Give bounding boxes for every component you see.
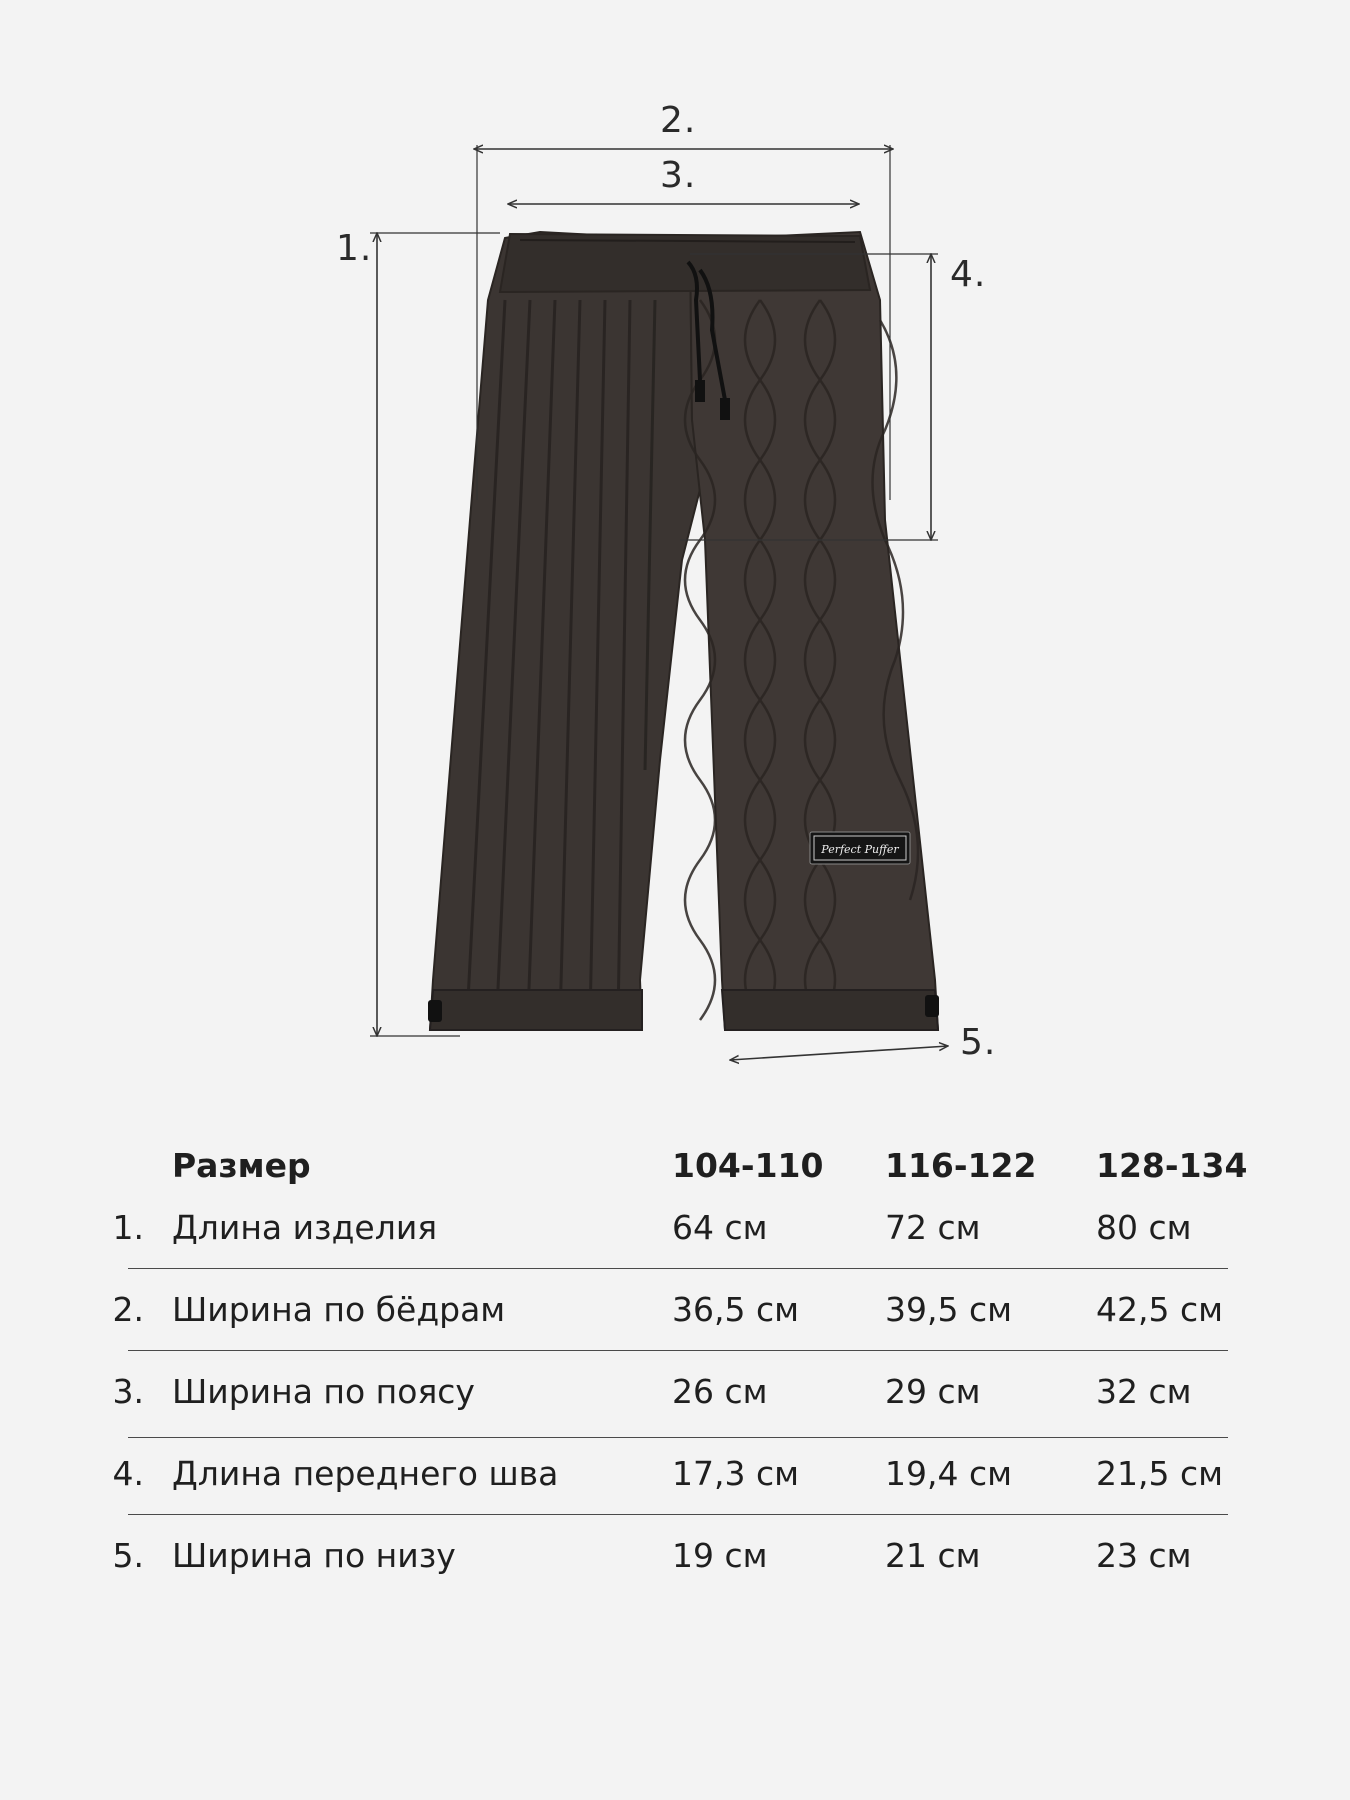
- row-label: Ширина по поясу: [172, 1372, 475, 1411]
- header-size-label: Размер: [172, 1146, 311, 1185]
- row-value-size-3: 80 см: [1096, 1208, 1192, 1247]
- row-label: Длина переднего шва: [172, 1454, 559, 1493]
- table-row: [112, 1290, 1228, 1334]
- table-divider: [128, 1268, 1228, 1269]
- row-value-size-3: 42,5 см: [1096, 1290, 1224, 1329]
- table-row: [112, 1372, 1228, 1416]
- row-label: Ширина по бёдрам: [172, 1290, 506, 1329]
- row-value-size-1: 26 см: [672, 1372, 768, 1411]
- table-divider: [128, 1350, 1228, 1351]
- measure-line-5: [730, 1046, 948, 1060]
- measure-label-3: 3.: [660, 155, 697, 196]
- row-number: 4.: [112, 1454, 144, 1493]
- row-value-size-2: 29 см: [885, 1372, 981, 1411]
- table-row: [112, 1454, 1228, 1498]
- row-value-size-2: 72 см: [885, 1208, 981, 1247]
- row-number: 1.: [112, 1208, 144, 1247]
- measure-label-4: 4.: [950, 254, 987, 295]
- header-size-128-134: 128-134: [1096, 1146, 1248, 1185]
- measure-label-2: 2.: [660, 100, 697, 141]
- row-value-size-3: 23 см: [1096, 1536, 1192, 1575]
- row-value-size-3: 32 см: [1096, 1372, 1192, 1411]
- row-value-size-1: 19 см: [672, 1536, 768, 1575]
- row-value-size-1: 17,3 см: [672, 1454, 800, 1493]
- row-value-size-1: 64 см: [672, 1208, 768, 1247]
- row-value-size-2: 19,4 см: [885, 1454, 1013, 1493]
- brand-tag-text: Perfect Puffer: [821, 843, 899, 856]
- row-number: 3.: [112, 1372, 144, 1411]
- table-divider: [128, 1437, 1228, 1438]
- measure-label-1: 1.: [336, 228, 373, 269]
- pants-garment: [428, 232, 939, 1030]
- row-value-size-2: 39,5 см: [885, 1290, 1013, 1329]
- measure-label-5: 5.: [960, 1022, 997, 1063]
- row-value-size-3: 21,5 см: [1096, 1454, 1224, 1493]
- row-number: 2.: [112, 1290, 144, 1329]
- row-number: 5.: [112, 1536, 144, 1575]
- row-label: Длина изделия: [172, 1208, 438, 1247]
- row-value-size-1: 36,5 см: [672, 1290, 800, 1329]
- header-size-116-122: 116-122: [885, 1146, 1037, 1185]
- row-label: Ширина по низу: [172, 1536, 456, 1575]
- table-header-row: [128, 1146, 1248, 1190]
- header-size-104-110: 104-110: [672, 1146, 824, 1185]
- table-divider: [128, 1514, 1228, 1515]
- row-value-size-2: 21 см: [885, 1536, 981, 1575]
- brand-tag: [810, 832, 910, 864]
- table-row: [112, 1536, 1228, 1580]
- table-row: [112, 1208, 1228, 1252]
